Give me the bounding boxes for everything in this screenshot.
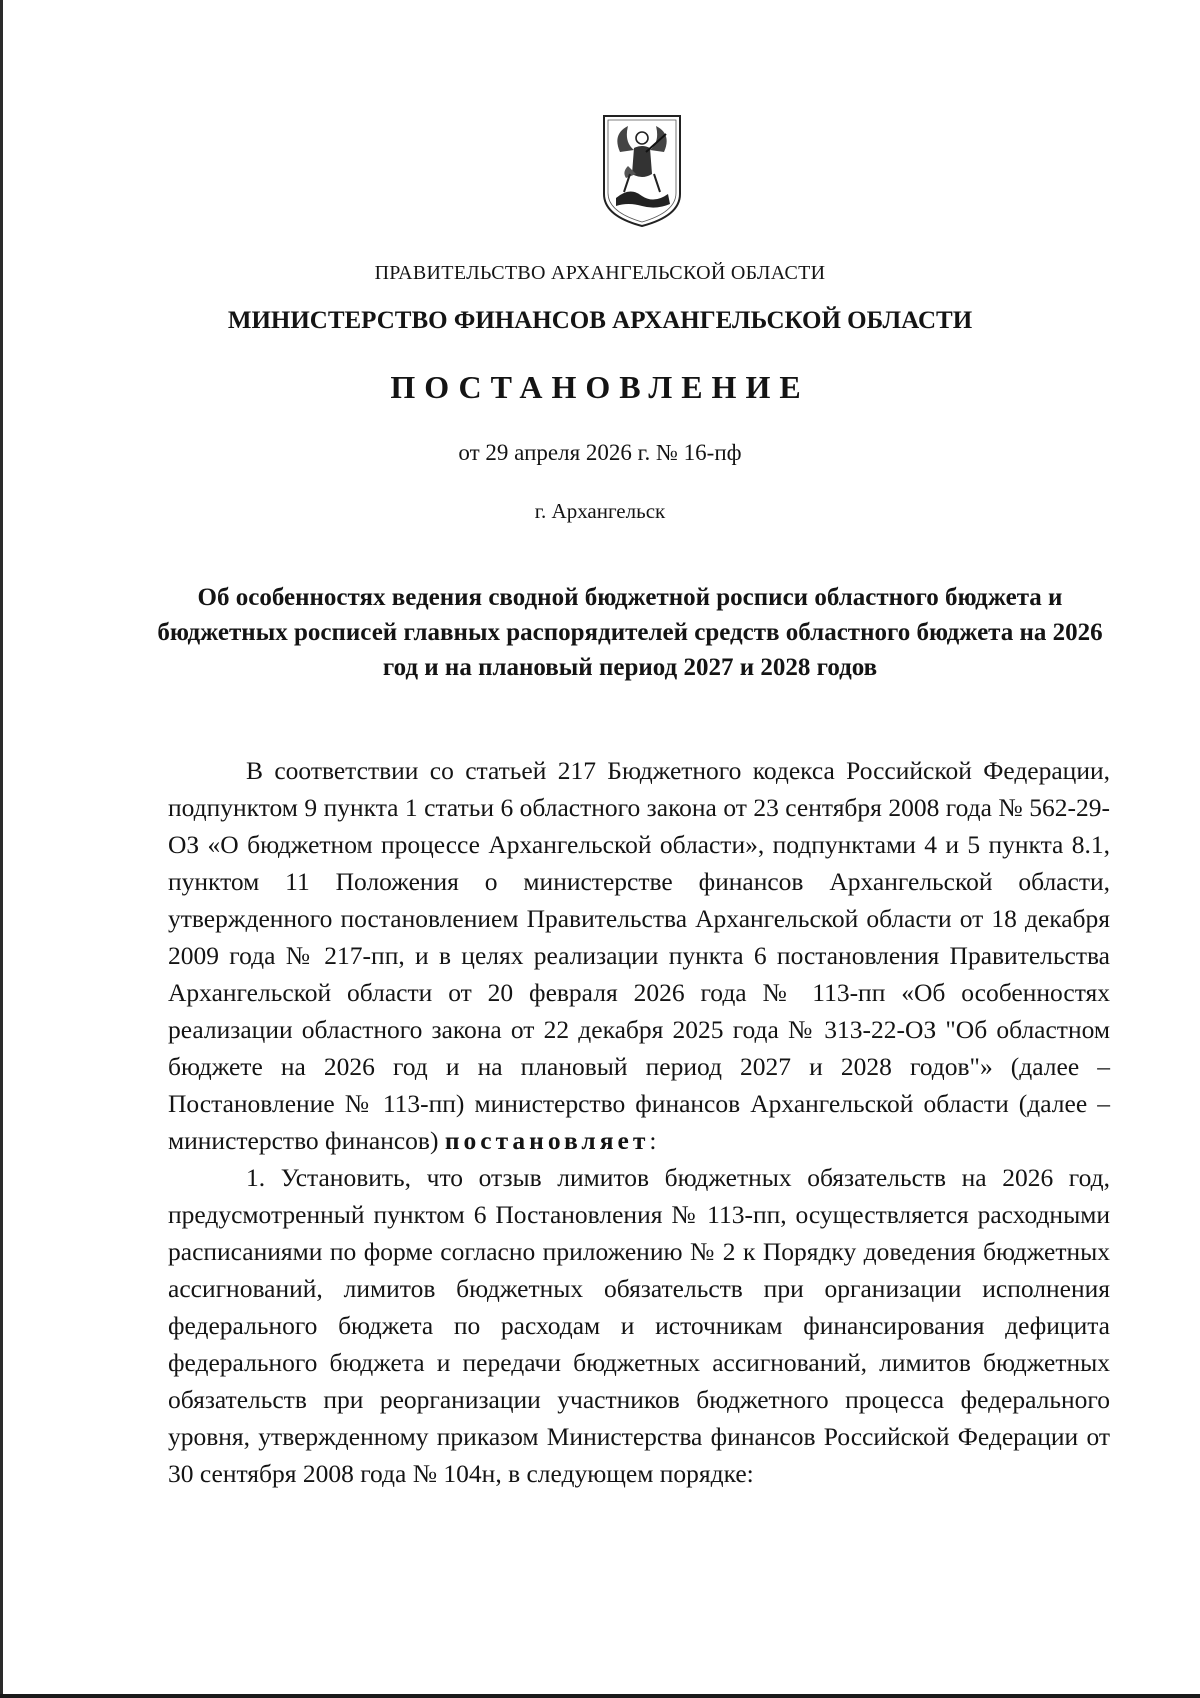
document-date-number: от 29 апреля 2026 г. № 16-пф bbox=[458, 440, 742, 465]
item-1-paragraph: 1. Установить, что отзыв лимитов бюджетных обязательств на 2026 год, предусмотренный пунктом 6 Постановления № 113-пп, осуществляется расходными расписаниями по форме согласно приложению № 2 к Порядку доведения бюджетных ассигнований, лимитов бюджетных обязательств при организации исполнения федерального бюджета по расходам и источникам финансирования дефицита федерального бюджета и передачи бюджетных ассигнований, лимитов бюджетных обязательств при реорганизации участников бюджетного процесса федерального уровня, утвержденному приказом Министерства финансов Российской Федерации от 30 сентября 2008 года № 104н, в следующем порядке: bbox=[168, 1163, 1110, 1488]
government-name: ПРАВИТЕЛЬСТВО АРХАНГЕЛЬСКОЙ ОБЛАСТИ bbox=[374, 262, 826, 284]
preamble-text: В соответствии со статьей 217 Бюджетного кодекса Российской Федерации, подпунктом 9 пункта 1 статьи 6 областного закона от 23 сентября 2008 года № 562-29-ОЗ «О бюджетном процессе Архангельской области», подпунктами 4 и 5 пункта 8.1, пунктом 11 Положения о министерстве финансов Архангельской области, утвержденного постановлением Правительства Архангельской области от 18 декабря 2009 года № 217-пп, и в целях реализации пункта 6 постановления Правительства Архангельской области от 20 февраля 2026 года № 113-пп «Об особенностях реализации областного закона от 22 декабря 2025 года № 313-22-ОЗ "Об областном бюджете на 2026 год и на плановый период 2027 и 2028 годов"» (далее – Постановление № 113-пп) министерство финансов Архангельской области (далее – министерство финансов) bbox=[168, 756, 1110, 1155]
scan-bottom-edge bbox=[0, 1694, 1200, 1698]
document-title: Об особенностях ведения сводной бюджетной росписи областного бюджета и бюджетных росписей главных распорядителей средств областного бюджета на 2026 год и на плановый период 2027 и 2028 годов bbox=[157, 584, 1103, 681]
document-type: ПОСТАНОВЛЕНИЕ bbox=[390, 369, 810, 405]
ministry-name: МИНИСТЕРСТВО ФИНАНСОВ АРХАНГЕЛЬСКОЙ ОБЛАСТИ bbox=[227, 307, 973, 334]
resolves-word: постановляет bbox=[444, 1126, 650, 1155]
preamble-paragraph bbox=[168, 752, 1110, 1159]
resolves-colon: : bbox=[649, 1126, 657, 1155]
document-city: г. Архангельск bbox=[534, 499, 666, 523]
scan-left-edge bbox=[0, 0, 3, 1698]
coat-of-arms-emblem bbox=[600, 112, 684, 230]
document-body bbox=[168, 752, 1110, 1492]
